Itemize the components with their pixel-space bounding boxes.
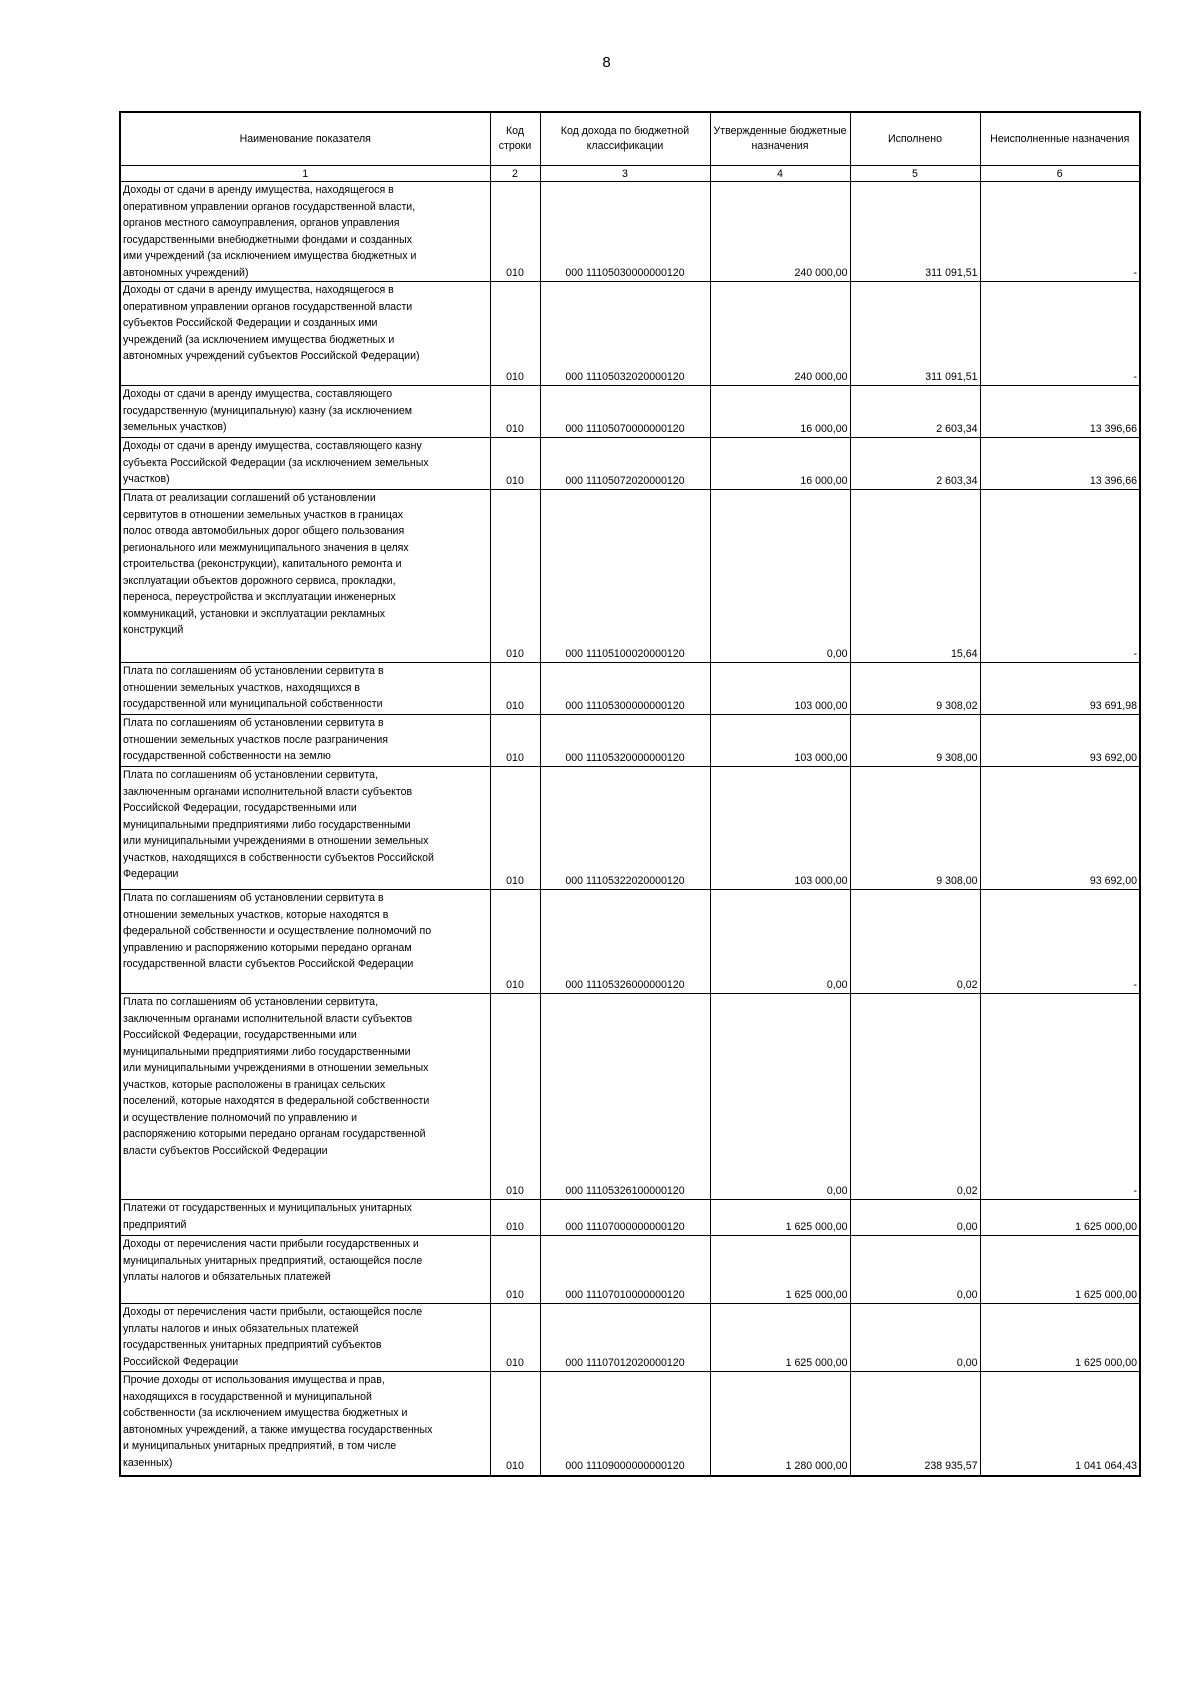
unexecuted-value: 1 625 000,00 — [980, 1236, 1140, 1304]
classification-code: 000 11105326100000120 — [540, 994, 710, 1200]
executed-value: 2 603,34 — [850, 386, 980, 438]
indicator-name: Доходы от сдачи в аренду имущества, находящегося в оперативном управлении органов государственной власти субъектов Российской Федерации и созданных ими учреждений (за исключением имущества бюджетных и автономных учреждений субъектов Российской Федерации) — [120, 282, 490, 386]
executed-value: 15,64 — [850, 490, 980, 663]
table-row — [120, 1236, 1140, 1304]
indicator-name: Плата по соглашениям об установлении сервитута в отношении земельных участков, которые находятся в федеральной собственности и осуществление полномочий по управлению и распоряжению которыми передано органам государственной власти субъектов Российской Федерации — [120, 890, 490, 994]
unexecuted-value: 93 692,00 — [980, 715, 1140, 767]
classification-code: 000 11105322020000120 — [540, 767, 710, 890]
column-number: 4 — [710, 166, 850, 182]
executed-value: 0,02 — [850, 890, 980, 994]
table-row — [120, 663, 1140, 715]
unexecuted-value: 93 692,00 — [980, 767, 1140, 890]
executed-value: 9 308,00 — [850, 715, 980, 767]
line-code: 010 — [490, 1236, 540, 1304]
indicator-name: Доходы от перечисления части прибыли, остающейся после уплаты налогов и иных обязательных платежей государственных унитарных предприятий субъектов Российской Федерации — [120, 1304, 490, 1372]
indicator-name: Доходы от перечисления части прибыли государственных и муниципальных унитарных предприятий, остающейся после уплаты налогов и обязательных платежей — [120, 1236, 490, 1304]
unexecuted-value: - — [980, 890, 1140, 994]
unexecuted-value: - — [980, 182, 1140, 282]
line-code: 010 — [490, 438, 540, 490]
column-number: 2 — [490, 166, 540, 182]
classification-code: 000 11105100020000120 — [540, 490, 710, 663]
table-row — [120, 386, 1140, 438]
approved-value: 0,00 — [710, 490, 850, 663]
line-code: 010 — [490, 1304, 540, 1372]
approved-value: 103 000,00 — [710, 715, 850, 767]
classification-code: 000 11109000000000120 — [540, 1372, 710, 1476]
executed-value: 9 308,02 — [850, 663, 980, 715]
line-code: 010 — [490, 994, 540, 1200]
classification-code: 000 11105032020000120 — [540, 282, 710, 386]
column-number: 1 — [120, 166, 490, 182]
unexecuted-value: - — [980, 282, 1140, 386]
header-row — [120, 112, 1140, 166]
approved-value: 103 000,00 — [710, 767, 850, 890]
indicator-name: Плата по соглашениям об установлении сервитута в отношении земельных участков, находящихся в государственной или муниципальной собственности — [120, 663, 490, 715]
unexecuted-value: - — [980, 994, 1140, 1200]
classification-code: 000 11105326000000120 — [540, 890, 710, 994]
table-row — [120, 767, 1140, 890]
line-code: 010 — [490, 1372, 540, 1476]
indicator-name: Плата от реализации соглашений об установлении сервитутов в отношении земельных участков в границах полос отвода автомобильных дорог общего пользования регионального или межмуниципального значения в целях строительства (реконструкции), капитального ремонта и эксплуатации объектов дорожного сервиса, прокладки, переноса, переустройства и эксплуатации инженерных коммуникаций, установки и эксплуатации рекламных конструкций — [120, 490, 490, 663]
classification-code: 000 11107010000000120 — [540, 1236, 710, 1304]
line-code: 010 — [490, 386, 540, 438]
classification-code: 000 11105030000000120 — [540, 182, 710, 282]
unexecuted-value: 13 396,66 — [980, 438, 1140, 490]
unexecuted-value: 1 041 064,43 — [980, 1372, 1140, 1476]
table-row — [120, 994, 1140, 1200]
header-budget-classification-code: Код дохода по бюджетной классификации — [540, 112, 710, 166]
table-row — [120, 438, 1140, 490]
executed-value: 2 603,34 — [850, 438, 980, 490]
line-code: 010 — [490, 767, 540, 890]
line-code: 010 — [490, 1200, 540, 1236]
indicator-name: Доходы от сдачи в аренду имущества, составляющего государственную (муниципальную) казну (за исключением земельных участков) — [120, 386, 490, 438]
header-unexecuted-appropriations: Неисполненные назначения — [980, 112, 1140, 166]
table-row — [120, 1372, 1140, 1476]
executed-value: 0,00 — [850, 1304, 980, 1372]
column-number: 3 — [540, 166, 710, 182]
unexecuted-value: 13 396,66 — [980, 386, 1140, 438]
classification-code: 000 11105070000000120 — [540, 386, 710, 438]
approved-value: 16 000,00 — [710, 438, 850, 490]
approved-value: 240 000,00 — [710, 182, 850, 282]
header-executed: Исполнено — [850, 112, 980, 166]
line-code: 010 — [490, 663, 540, 715]
table-row — [120, 1200, 1140, 1236]
page-number: 8 — [602, 54, 611, 71]
indicator-name: Плата по соглашениям об установлении сервитута, заключенным органами исполнительной власти субъектов Российской Федерации, государственными или муниципальными предприятиями либо государственными или муниципальными учреждениями в отношении земельных участков, которые расположены в границах сельских поселений, которые находятся в федеральной собственности и осуществление полномочий по управлению и распоряжению которыми передано органам государственной власти субъектов Российской Федерации — [120, 994, 490, 1200]
executed-value: 9 308,00 — [850, 767, 980, 890]
header-approved-appropriations: Утвержденные бюджетные назначения — [710, 112, 850, 166]
line-code: 010 — [490, 490, 540, 663]
table-row — [120, 715, 1140, 767]
header-indicator-name: Наименование показателя — [120, 112, 490, 166]
classification-code: 000 11107000000000120 — [540, 1200, 710, 1236]
classification-code: 000 11107012020000120 — [540, 1304, 710, 1372]
approved-value: 240 000,00 — [710, 282, 850, 386]
column-number-row — [120, 166, 1140, 182]
approved-value: 0,00 — [710, 994, 850, 1200]
line-code: 010 — [490, 182, 540, 282]
column-number: 5 — [850, 166, 980, 182]
indicator-name: Платежи от государственных и муниципальных унитарных предприятий — [120, 1200, 490, 1236]
table-row — [120, 890, 1140, 994]
executed-value: 238 935,57 — [850, 1372, 980, 1476]
budget-execution-table — [119, 111, 1141, 1477]
indicator-name: Доходы от сдачи в аренду имущества, находящегося в оперативном управлении органов государственной власти, органов местного самоуправления, органов управления государственными внебюджетными фондами и созданных ими учреждений (за исключением имущества бюджетных и автономных учреждений) — [120, 182, 490, 282]
line-code: 010 — [490, 890, 540, 994]
unexecuted-value: 93 691,98 — [980, 663, 1140, 715]
unexecuted-value: 1 625 000,00 — [980, 1304, 1140, 1372]
header-line-code: Код строки — [490, 112, 540, 166]
indicator-name: Плата по соглашениям об установлении сервитута, заключенным органами исполнительной власти субъектов Российской Федерации, государственными или муниципальными предприятиями либо государственными или муниципальными учреждениями в отношении земельных участков, находящихся в собственности субъектов Российской Федерации — [120, 767, 490, 890]
table-row — [120, 1304, 1140, 1372]
table-row — [120, 182, 1140, 282]
table-row — [120, 490, 1140, 663]
approved-value: 1 625 000,00 — [710, 1236, 850, 1304]
table-row — [120, 282, 1140, 386]
approved-value: 16 000,00 — [710, 386, 850, 438]
executed-value: 0,00 — [850, 1236, 980, 1304]
indicator-name: Доходы от сдачи в аренду имущества, составляющего казну субъекта Российской Федерации (за исключением земельных участков) — [120, 438, 490, 490]
line-code: 010 — [490, 715, 540, 767]
executed-value: 0,02 — [850, 994, 980, 1200]
executed-value: 311 091,51 — [850, 182, 980, 282]
executed-value: 0,00 — [850, 1200, 980, 1236]
unexecuted-value: - — [980, 490, 1140, 663]
approved-value: 1 625 000,00 — [710, 1304, 850, 1372]
indicator-name: Прочие доходы от использования имущества и прав, находящихся в государственной и муниципальной собственности (за исключением имущества бюджетных и автономных учреждений, а также имущества государственных и муниципальных унитарных предприятий, в том числе казенных) — [120, 1372, 490, 1476]
classification-code: 000 11105320000000120 — [540, 715, 710, 767]
column-number: 6 — [980, 166, 1140, 182]
unexecuted-value: 1 625 000,00 — [980, 1200, 1140, 1236]
indicator-name: Плата по соглашениям об установлении сервитута в отношении земельных участков после разграничения государственной собственности на землю — [120, 715, 490, 767]
approved-value: 0,00 — [710, 890, 850, 994]
classification-code: 000 11105072020000120 — [540, 438, 710, 490]
executed-value: 311 091,51 — [850, 282, 980, 386]
classification-code: 000 11105300000000120 — [540, 663, 710, 715]
approved-value: 103 000,00 — [710, 663, 850, 715]
approved-value: 1 280 000,00 — [710, 1372, 850, 1476]
approved-value: 1 625 000,00 — [710, 1200, 850, 1236]
line-code: 010 — [490, 282, 540, 386]
